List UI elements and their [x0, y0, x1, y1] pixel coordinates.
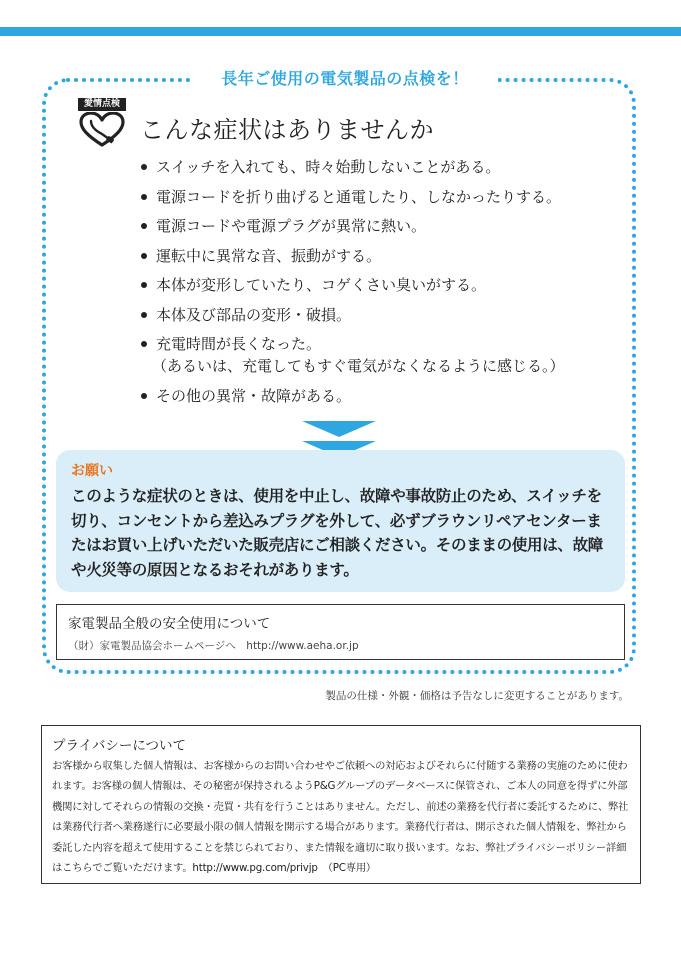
request-title: お願い [71, 463, 113, 479]
request-body: このような症状のときは、使用を中止し、故障や事故防止のため、スイッチを切り、コンセントから差込みプラグを外して、必ずブラウンリペアセンターまたはお買い上げいただいた販売店にご相談ください。そのままの使用は、故障や火災等の原因となるおそれがあります。 [71, 487, 604, 579]
safety-info-box [56, 604, 625, 660]
page-title: こんな症状はありませんか [140, 116, 434, 144]
request-panel [56, 450, 625, 592]
safety-title: 家電製品全般の安全使用について [68, 616, 271, 632]
spec-change-notice: 製品の仕様・外観・価格は予告なしに変更することがあります。 [325, 690, 629, 702]
symptom-list [140, 156, 610, 414]
privacy-title: プライバシーについて [52, 738, 187, 754]
heart-plug-icon [78, 112, 126, 148]
symptom-text: スイッチを入れても、時々始動しないことがある。 [156, 158, 501, 176]
care-badge-label: 愛情点検 [78, 98, 126, 111]
symptom-text: 充電時間が長くなった。 [156, 335, 322, 353]
symptom-text: 電源コードを折り曲げると通電したり、しなかったりする。 [156, 187, 562, 206]
panel-title: 長年ご使用の電気製品の点検を！ [192, 67, 498, 91]
safety-link[interactable]: （財）家電製品協会ホームページへ http://www.aeha.or.jp [68, 640, 359, 652]
list-item [140, 333, 610, 377]
top-accent-bar [0, 27, 681, 36]
list-item [140, 215, 610, 237]
list-item [140, 245, 610, 267]
list-item [140, 304, 610, 326]
list-item [140, 186, 610, 208]
symptom-text: 本体及び部品の変形・破損。 [156, 305, 352, 324]
care-inspection-badge [78, 98, 126, 148]
symptom-subtext: （あるいは、充電してもすぐ電気がなくなるように感じる。） [152, 357, 565, 375]
privacy-body: お客様から収集した個人情報は、お客様からのお問い合わせやご依頼への対応およびそれらに付随する業務の実施のために使われます。お客様の個人情報は、その秘密が保持されるようP&Gグループのデータベースに保管され、ご本人の同意を得ずに外部機関に対してそれらの情報の交換・売買・共有を行うことはありません。ただし、前述の業務を代行者に委託するために、弊社は業務代行者へ業務遂行に必要最小限の個人情報を開示する場合があります。業務代行者は、開示された個人情報を、弊社から委託した内容を超えて使用することを禁じられており、また情報を適切に取り扱います。なお、弊社プライバシーポリシー詳細はこちらでご覧いただけます。http://www.pg.com/privjp （PC専用） [52, 760, 629, 875]
privacy-box [41, 725, 641, 884]
symptom-text: その他の異常・故障がある。 [156, 386, 352, 405]
list-item [140, 274, 610, 296]
symptom-text: 運転中に異常な音、振動がする。 [156, 246, 382, 265]
list-item [140, 385, 610, 407]
symptom-text: 本体が変形していたり、コゲくさい臭いがする。 [156, 276, 487, 294]
list-item [140, 156, 610, 178]
symptom-text: 電源コードや電源プラグが異常に熱い。 [156, 217, 427, 235]
